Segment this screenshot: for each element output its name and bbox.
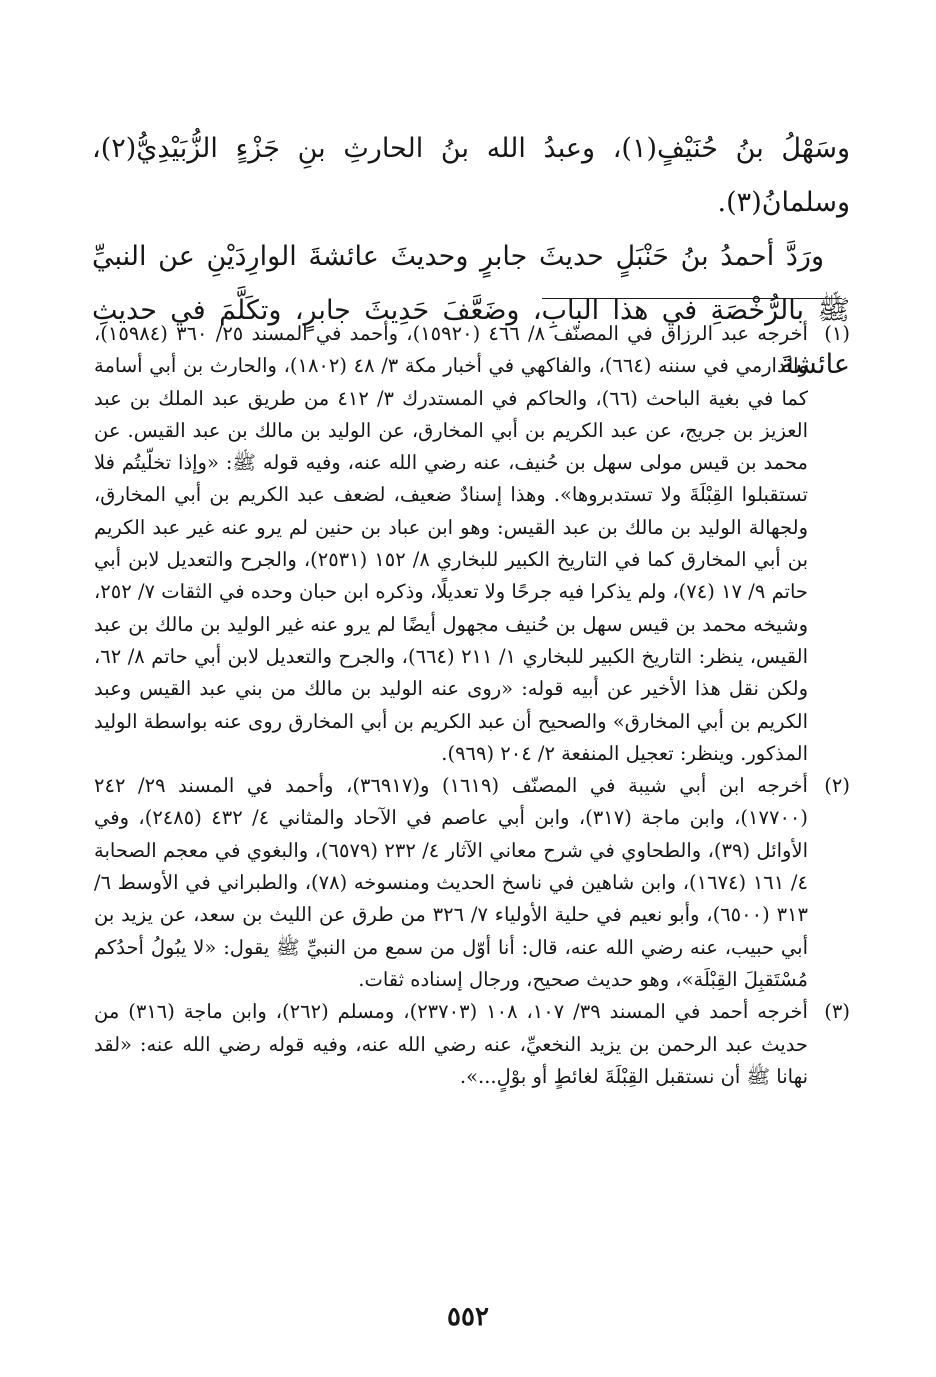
footnote-2 <box>94 770 850 996</box>
footnote-number: (٢) <box>824 774 850 798</box>
main-paragraph-2: ورَدَّ أحمدُ بنُ حَنْبَلٍ حديثَ جابرٍ وحديثَ عائشةَ الوارِدَيْنِ عن النبيِّ ﷺ بالرُّخْصَةِ في هذا البابِ، وضَعَّفَ حَدِيثَ جابرٍ، وتكَلَّمَ في حديثِ عائشةَ <box>92 241 850 380</box>
footnote-text: أخرجه أحمد في المسند ٣٩/ ١٠٧، ١٠٨ (٢٣٧٠٣)، ومسلم (٢٦٢)، وابن ماجة (٣١٦) من حديث عبد الرحمن بن يزيد النخعيِّ، عنه رضي الله عنه، وفيه قوله رضي الله عنه: «لقد نهانا ﷺ أن نستقبل القِبْلَةَ لغائطٍ أو بوْلٍ...». <box>94 1000 808 1088</box>
footnote-3 <box>94 996 850 1093</box>
footnote-text: أخرجه عبد الرزاق في المصنّف ٨/ ٤٦٦ (١٥٩٢٠)، وأحمد في المسند ٢٥/ ٣٦٠ (١٥٩٨٤)، والدارمي في سننه (٦٦٤)، والفاكهي في أخبار مكة ٣/ ٤٨ (١٨٠٢)، والحارث بن أبي أسامة كما في بغية الباحث (٦٦)، والحاكم في المستدرك ٣/ ٤١٢ من طريق عبد الملك بن عبد العزيز بن جريج، عن عبد الكريم بن أبي المخارق، عن الوليد بن مالك بن عبد القيس. عن محمد بن قيس مولى سهل بن حُنيف، عنه رضي الله عنه، وفيه قوله ﷺ: «وإذا تخلّيتُم فلا تستقبلوا القِبْلَةَ ولا تستدبروها». وهذا إسنادٌ ضعيف، لضعف عبد الكريم بن أبي المخارق، ولجهالة الوليد بن مالك بن عبد القيس: وهو ابن عباد بن حنين لم يرو عنه غير عبد الكريم بن أبي المخارق كما في التاريخ الكبير للبخاري ٨/ ١٥٢ (٢٥٣١)، والجرح والتعديل لابن أبي حاتم ٩/ ١٧ (٧٤)، ولم يذكرا فيه جرحًا ولا تعديلًا، وذكره ابن حبان وحده في الثقات ٧/ ٢٥٢، وشيخه محمد بن قيس سهل بن حُنيف مجهول أيضًا لم يرو عنه غير الوليد بن مالك بن عبد القيس، ينظر: التاريخ الكبير للبخاري ١/ ٢١١ (٦٦٤)، والجرح والتعديل لابن أبي حاتم ٨/ ٦٢، ولكن نقل هذا الأخير عن أبيه قوله: «روى عنه الوليد بن مالك من بني عبد القيس وعبد الكريم بن أبي المخارق» والصحيح أن عبد الكريم بن أبي المخارق روى عنه بواسطة الوليد المذكور. وينظر: تعجيل المنفعة ٢/ ٢٠٤ (٩٦٩). <box>94 322 808 765</box>
footnote-text: أخرجه ابن أبي شيبة في المصنّف (١٦١٩) و(٣٦٩١٧)، وأحمد في المسند ٢٩/ ٢٤٢ (١٧٧٠٠)، وابن ماجة (٣١٧)، وابن أبي عاصم في الآحاد والمثاني ٤/ ٤٣٢ (٢٤٨٥)، وفي الأوائل (٣٩)، والطحاوي في شرح معاني الآثار ٤/ ٢٣٢ (٦٥٧٩)، والبغوي في معجم الصحابة ٤/ ١٦١ (١٦٧٤)، وابن شاهين في ناسخ الحديث ومنسوخه (٧٨)، والطبراني في الأوسط ٦/ ٣١٣ (٦٥٠٠)، وأبو نعيم في حلية الأولياء ٧/ ٣٢٦ من طرق عن الليث بن سعد، عن يزيد بن أبي حبيب، عنه رضي الله عنه، قال: أنا أوّل من سمع من النبيِّ ﷺ يقول: «لا يبُولُ أحدُكم مُسْتَقبِلَ القِبْلَة»، وهو حديث صحيح، ورجال إسناده ثقات. <box>94 774 809 991</box>
page-number: ٥٥٢ <box>447 1302 489 1332</box>
footnote-separator <box>542 298 842 299</box>
footnotes <box>94 318 850 1093</box>
footnote-number: (١) <box>824 322 850 345</box>
footnote-number: (٣) <box>824 1000 850 1024</box>
footnote-1 <box>94 318 850 770</box>
main-paragraph-1: وسَهْلُ بنُ حُنَيْفٍ(١)، وعبدُ الله بنُ الحارثِ بنِ جَزْءٍ الزُّبَيْدِيُّ(٢)، وسلمانُ(٣). <box>92 133 850 218</box>
